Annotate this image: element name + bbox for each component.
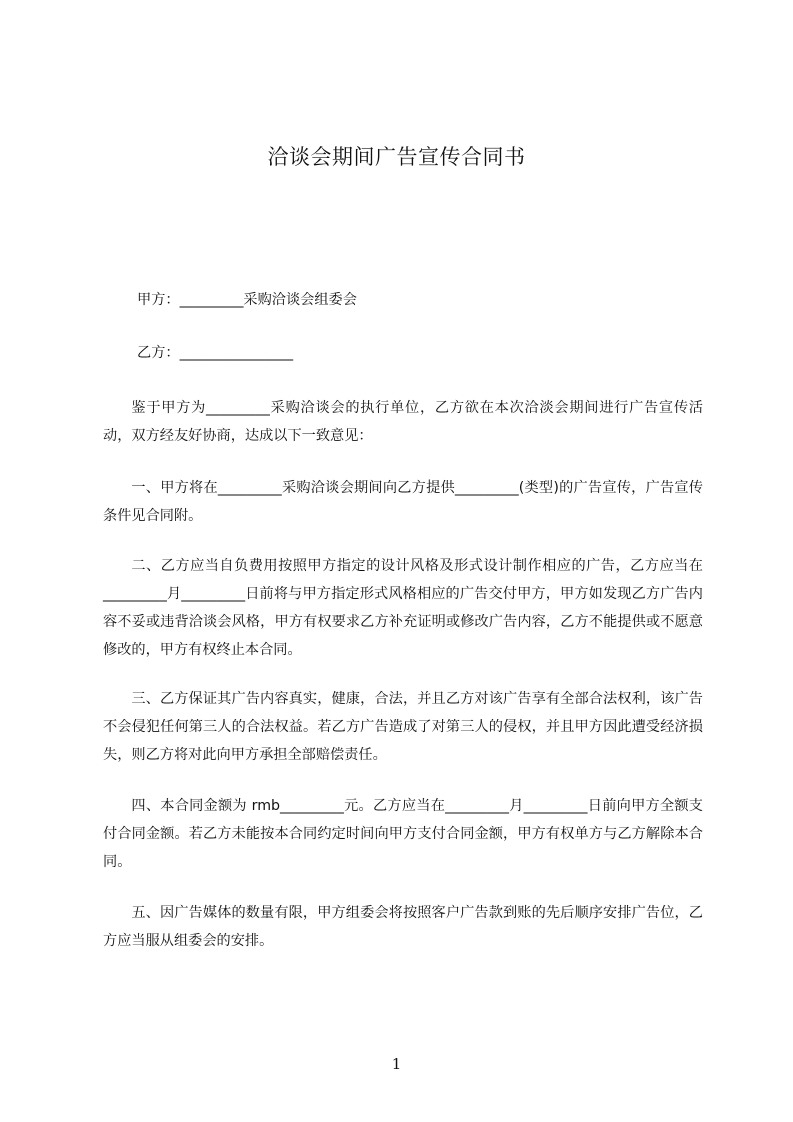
clause-1-paragraph: 一、甲方将在_________采购洽谈会期间向乙方提供_________(类型)的广告宣传，广告宣传条件见合同附。 [103,480,703,524]
clause-5-paragraph: 五、因广告媒体的数量有限，甲方组委会将按照客户广告款到账的先后顺序安排广告位，乙方应当服从组委会的安排。 [103,905,703,949]
clause-4-paragraph: 四、本合同金额为 rmb_________元。乙方应当在_________月_________日前向甲方全额支付合同金额。若乙方未能按本合同约定时间向甲方支付合同金额，甲方有权单方与乙方解除本合同。 [103,798,703,870]
document-title: 洽谈会期间广告宣传合同书 [267,145,526,169]
clause-2-paragraph: 二、乙方应当自负费用按照甲方指定的设计风格及形式设计制作相应的广告，乙方应当在_________月_________日前将与甲方指定形式风格相应的广告交付甲方，甲方如发现乙方广告内容不妥或违背洽谈会风格，甲方有权要求乙方补充证明或修改广告内容，乙方不能提供或不愿意修改的，甲方有权终止本合同。 [103,558,703,658]
page-number: 1 [391,1055,402,1073]
preamble-paragraph: 鉴于甲方为_________采购洽谈会的执行单位，乙方欲在本次洽淡会期间进行广告宣传活动，双方经友好协商，达成以下一致意见： [103,400,703,444]
party-b-line: 乙方：________________ [137,345,294,361]
clause-3-paragraph: 三、乙方保证其广告内容真实，健康，合法，并且乙方对该广告享有全部合法权利，该广告不会侵犯任何第三人的合法权益。若乙方广告造成了对第三人的侵权，并且甲方因此遭受经济损失，则乙方将对此向甲方承担全部赔偿责任。 [103,691,703,763]
party-a-line: 甲方：_________采购洽谈会组委会 [137,292,357,308]
